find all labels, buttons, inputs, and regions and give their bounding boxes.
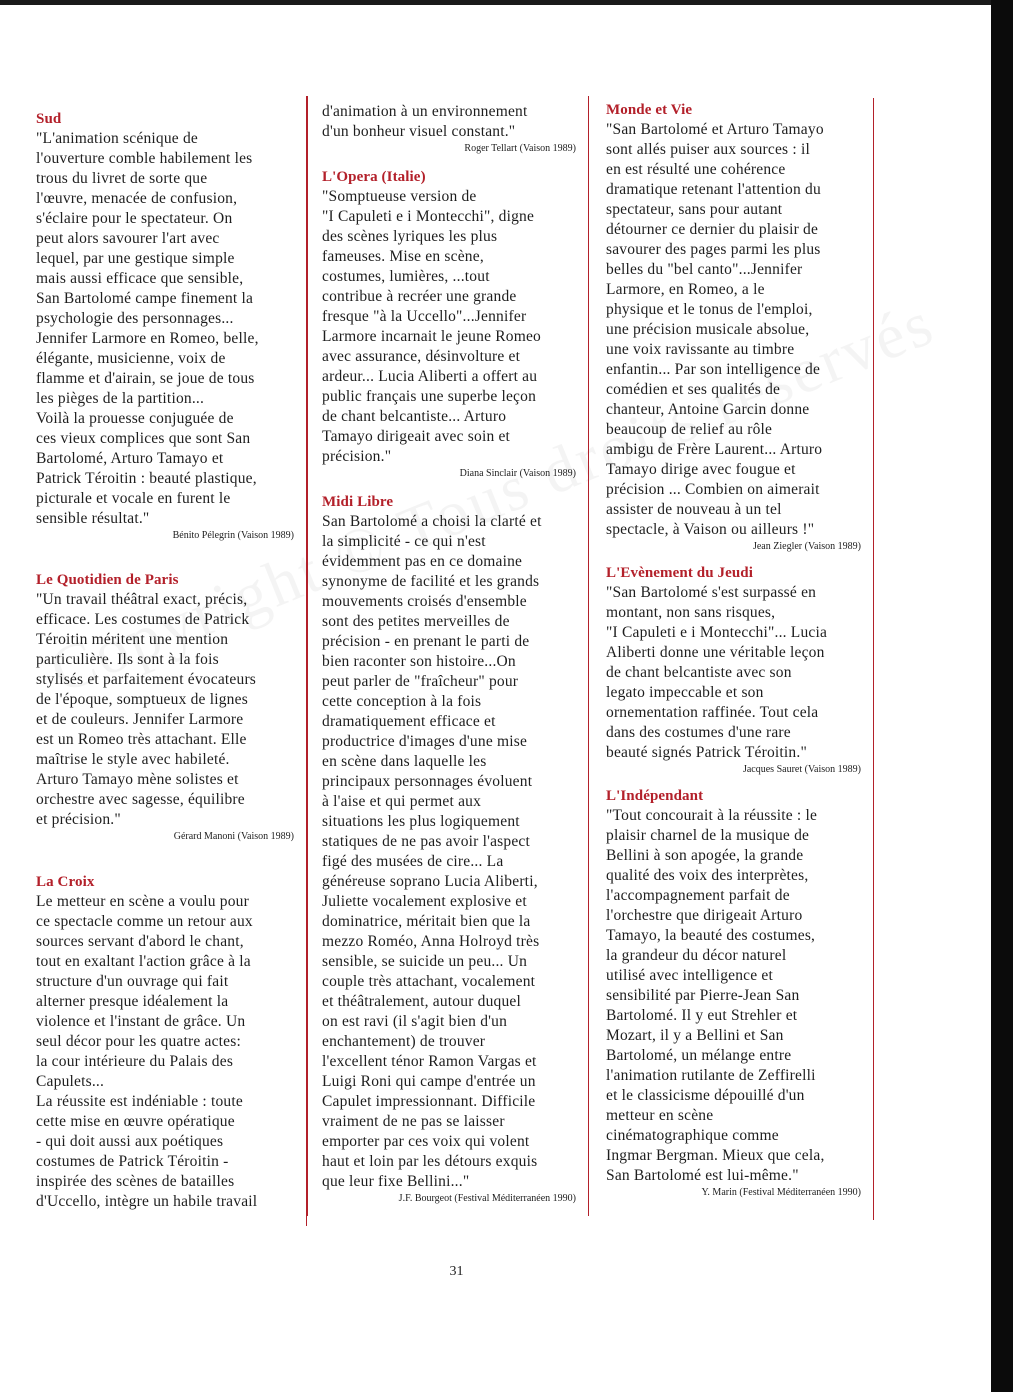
review-quote: "Tout concourait à la réussite : le plaisir charnel de la musique de Bellini à son apogée, la grande qualité des voix des interprètes, l'accompagnement parfait de l'orchestre que dirigeait Arturo Tamayo, la beauté des costumes, la grandeur du décor naturel utilisé avec intelligence et sensibilité par Pierre-Jean San Bartolomé. Il y eut Strehler et Mozart, il y a Bellini et San Bartolomé, un mélange entre l'animation rutilante de Zeffirelli et le classicisme dépouillé d'un metteur en scène cinématographique comme Ingmar Bergman. Mieux que cela, San Bartolomé est lui-même." [606, 807, 825, 1184]
newspaper-name: Monde et Vie [606, 102, 693, 118]
review-l-opera-italie [322, 167, 576, 480]
newspaper-name: Le Quotidien de Paris [36, 572, 179, 588]
column-1 [26, 96, 307, 1226]
review-quote: "San Bartolomé s'est surpassé en montant, non sans risques, "I Capuleti e i Montecchi"... Lucia Aliberti donne une véritable leçon de chant belcantiste avec son legato impeccable et son ornementation raffinée. Tout cela dans des costumes d'une rare beauté signés Patrick Téroitin." [606, 584, 828, 761]
review-monde-et-vie [606, 98, 861, 553]
newspaper-name: Midi Libre [322, 494, 394, 510]
review-quote: "Somptueuse version de "I Capuleti e i Montecchi", digne des scènes lyriques les plus fameuses. Mise en scène, costumes, lumières, ...tout contribue à recréer une grande fresque "à la Uccello"...Jennifer Larmore incarnait le jeune Romeo avec assurance, désinvolture et ardeur... Lucia Aliberti a offert au public français une superbe leçon de chant belcantiste... Arturo Tamayo dirigeait avec soin et précision." [322, 188, 542, 465]
review-quote: "San Bartolomé et Arturo Tamayo sont allés puiser aux sources : il en est résulté une cohérence dramatique retenant l'attention du spectateur, sans pour autant détourner ce dernier du plaisir de savourer des pages parmi les plus belles du "bel canto"...Jennifer Larmore, en Romeo, a le physique et le tonus de l'emploi, une précision musicale absolue, une voix ravissante au timbre enfantin... Par son intelligence de comédien et ses qualités de chanteur, Antoine Garcin donne beaucoup de relief au rôle ambigu de Frère Laurent... Arturo Tamayo dirige avec fougue et précision ... Combien on aimerait assister de nouveau à un tel spectacle, à Vaison ou ailleurs !" [606, 121, 824, 538]
newspaper-name: L'Evènement du Jeudi [606, 565, 754, 581]
review-midi-libre [322, 492, 576, 1205]
review-quote: "Un travail théâtral exact, précis, efficace. Les costumes de Patrick Téroitin méritent une mention particulière. Ils sont à la fois stylisés et parfaitement évocateurs de l'époque, somptueux de lignes et de couleurs. Jennifer Larmore est un Romeo très attachant. Elle maîtrise le style avec habileté. Arturo Tamayo mène solistes et orchestre avec sagesse, équilibre et précision." [36, 591, 257, 828]
newspaper-name: L'Opera (Italie) [322, 169, 426, 185]
review-quote: d'animation à un environnement d'un bonheur visuel constant." [322, 103, 528, 140]
newspaper-name: La Croix [36, 874, 95, 890]
column-2 [307, 96, 589, 1216]
review-sud [36, 96, 294, 542]
review-credit: Bénito Pélegrin (Vaison 1989) [172, 530, 294, 541]
review-la-croix-continued [322, 96, 576, 155]
review-quote: Le metteur en scène a voulu pour ce spectacle comme un retour aux sources servant d'abord le chant, tout en exaltant l'action grâce à la structure d'un ouvrage qui fait alterner presque idéalement la violence et l'instant de grâce. Un seul décor pour les quatre actes: la cour intérieure du Palais des Capulets... La réussite est indéniable : toute cette mise en œuvre opératique - qui doit aussi aux poétiques costumes de Patrick Téroitin - inspirée des scènes de batailles d'Uccello, intègre un habile travail [36, 893, 258, 1210]
scan-edge-right [991, 0, 1013, 1392]
review-le-quotidien-de-paris [36, 570, 294, 843]
review-credit: Jean Ziegler (Vaison 1989) [752, 541, 861, 552]
review-quote: San Bartolomé a choisi la clarté et la simplicité - ce qui n'est évidemment pas en ce domaine synonyme de facilité et les grands mouvements croisés d'ensemble sont des petites merveilles de précision - en prenant le parti de bien raconter son histoire...On peut parler de "fraîcheur" pour cette conception à la fois dramatiquement efficace et productrice d'images d'une mise en scène dans laquelle les principaux personnages évoluent à l'aise et qui permet aux situations les plus logiquement statiques de ne pas avoir l'aspect figé des musées de cire... La généreuse soprano Lucia Aliberti, Juliette vocalement explosive et dominatrice, méritait bien que la mezzo Roméo, Anna Holroyd très sensible, se suicide un peu... Un couple très attachant, vocalement et théâtralement, autour duquel on est ravi (il s'agit bien d'un enchantement) de trouver l'excellent ténor Ramon Vargas et Luigi Roni qui campe d'entrée un Capulet impressionnant. Difficile vraiment de ne pas se laisser emporter par ces voix qui volent haut et loin par les détours exquis que leur fixe Bellini..." [322, 513, 542, 1190]
column-3 [591, 98, 874, 1220]
review-credit: J.F. Bourgeot (Festival Méditerranéen 1990) [398, 1193, 576, 1204]
scan-edge-top [0, 0, 1013, 5]
review-la-croix [36, 872, 294, 1212]
review-credit: Gérard Manoni (Vaison 1989) [173, 831, 294, 842]
review-credit: Y. Marin (Festival Méditerranéen 1990) [701, 1187, 861, 1198]
newspaper-name: L'Indépendant [606, 788, 704, 804]
review-quote: "L'animation scénique de l'ouverture comble habilement les trous du livret de sorte que l'œuvre, menacée de confusion, s'éclaire pour le spectateur. On peut alors savourer l'art avec lequel, par une gestique simple mais aussi efficace que sensible, San Bartolomé campe finement la psychologie des personnages... Jennifer Larmore en Romeo, belle, élégante, musicienne, voix de flamme et d'airain, se joue de tous les pièges de la partition... Voilà la prouesse conjuguée de ces vieux complices que sont San Bartolomé, Arturo Tamayo et Patrick Téroitin : beauté plastique, picturale et vocale en furent le sensible résultat." [36, 130, 259, 527]
review-credit: Diana Sinclair (Vaison 1989) [459, 468, 576, 479]
review-l-independant [606, 786, 861, 1199]
review-credit: Roger Tellart (Vaison 1989) [464, 143, 576, 154]
newspaper-name: Sud [36, 111, 62, 127]
page-number: 31 [449, 1264, 464, 1279]
review-l-evenement-du-jeudi [606, 563, 861, 776]
review-credit: Jacques Sauret (Vaison 1989) [742, 764, 861, 775]
